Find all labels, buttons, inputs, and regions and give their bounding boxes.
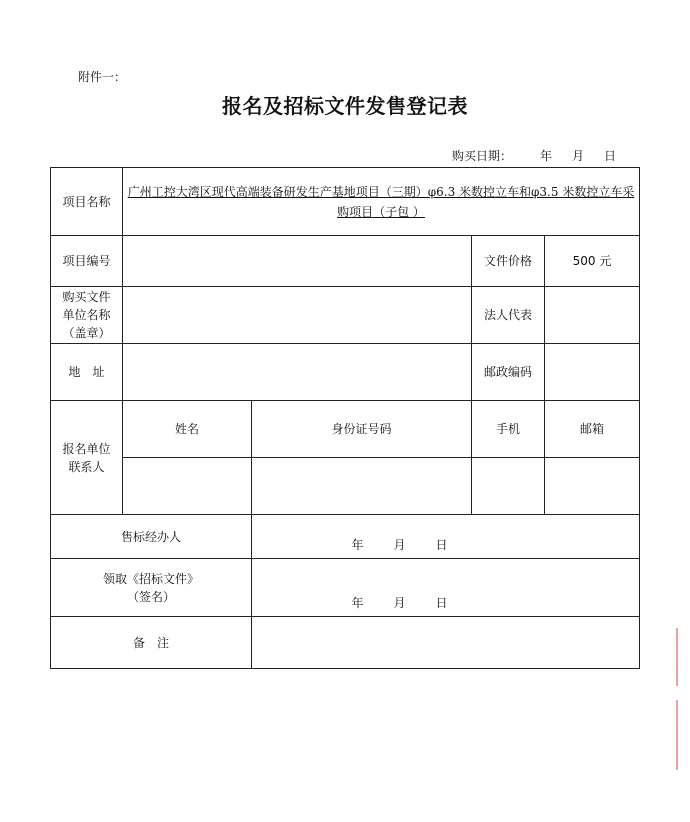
page-title: 报名及招标文件发售登记表 xyxy=(222,94,468,118)
receive-date[interactable] xyxy=(252,559,640,617)
project-name-row xyxy=(51,168,640,236)
project-number-label: 项目编号 xyxy=(51,236,123,287)
address-field[interactable] xyxy=(123,344,472,401)
contact-label-line-2: 联系人 xyxy=(68,459,105,474)
buyer-row xyxy=(51,287,640,344)
buyer-label xyxy=(51,287,123,344)
contact-phone-field[interactable] xyxy=(472,458,545,515)
red-stamp-fragment-bottom xyxy=(676,700,690,770)
purchase-date-label: 购买日期： xyxy=(452,149,513,163)
receive-date-month: 月 xyxy=(393,596,406,610)
red-stamp-fragment-top xyxy=(676,628,690,686)
seller-date[interactable] xyxy=(252,515,640,559)
receive-label xyxy=(51,559,252,617)
contact-id-field[interactable] xyxy=(252,458,472,515)
purchase-date-day: 日 xyxy=(604,149,617,163)
remarks-label: 备 注 xyxy=(51,617,252,669)
address-row xyxy=(51,344,640,401)
seller-date-year: 年 xyxy=(351,538,364,552)
registration-form-table xyxy=(50,167,640,669)
receive-label-line-1: 领取《招标文件》 xyxy=(102,571,199,586)
buyer-label-line-1: 购买文件 xyxy=(62,290,111,304)
remarks-field[interactable] xyxy=(252,617,640,669)
legal-rep-field[interactable] xyxy=(545,287,640,344)
seller-row xyxy=(51,515,640,559)
receive-date-day: 日 xyxy=(435,596,448,610)
purchase-date-year: 年 xyxy=(540,149,553,163)
receive-row xyxy=(51,559,640,617)
col-phone-header: 手机 xyxy=(472,401,545,458)
contact-header-row xyxy=(51,401,640,458)
seller-date-month: 月 xyxy=(393,538,406,552)
contact-label xyxy=(51,401,123,515)
contact-input-row xyxy=(51,458,640,515)
doc-price-label: 文件价格 xyxy=(472,236,545,287)
contact-email-field[interactable] xyxy=(545,458,640,515)
project-number-field[interactable] xyxy=(123,236,472,287)
col-name-header: 姓名 xyxy=(123,401,252,458)
remarks-row xyxy=(51,617,640,669)
postcode-label: 邮政编码 xyxy=(472,344,545,401)
contact-name-field[interactable] xyxy=(123,458,252,515)
address-label: 地 址 xyxy=(51,344,123,401)
legal-rep-label: 法人代表 xyxy=(472,287,545,344)
project-number-row xyxy=(51,236,640,287)
buyer-label-line-2: 单位名称 xyxy=(62,308,111,322)
receive-date-year: 年 xyxy=(351,596,364,610)
col-email-header: 邮箱 xyxy=(545,401,640,458)
purchase-date-month: 月 xyxy=(572,149,585,163)
seller-label: 售标经办人 xyxy=(51,515,252,559)
project-name-label: 项目名称 xyxy=(51,168,123,236)
col-id-header: 身份证号码 xyxy=(252,401,472,458)
buyer-label-line-3: （盖章） xyxy=(62,326,111,340)
postcode-field[interactable] xyxy=(545,344,640,401)
contact-label-line-1: 报名单位 xyxy=(62,441,111,456)
project-name-value: 广州工控大湾区现代高端装备研发生产基地项目（三期）φ6.3 米数控立车和φ3.5 米数控立车采购项目（子包 ） xyxy=(123,168,640,236)
receive-label-line-2: （签名） xyxy=(126,589,175,604)
seller-date-day: 日 xyxy=(435,538,448,552)
purchase-date xyxy=(452,147,616,164)
buyer-field[interactable] xyxy=(123,287,472,344)
doc-price-value: 500 元 xyxy=(545,236,640,287)
attachment-label: 附件一： xyxy=(78,70,127,84)
